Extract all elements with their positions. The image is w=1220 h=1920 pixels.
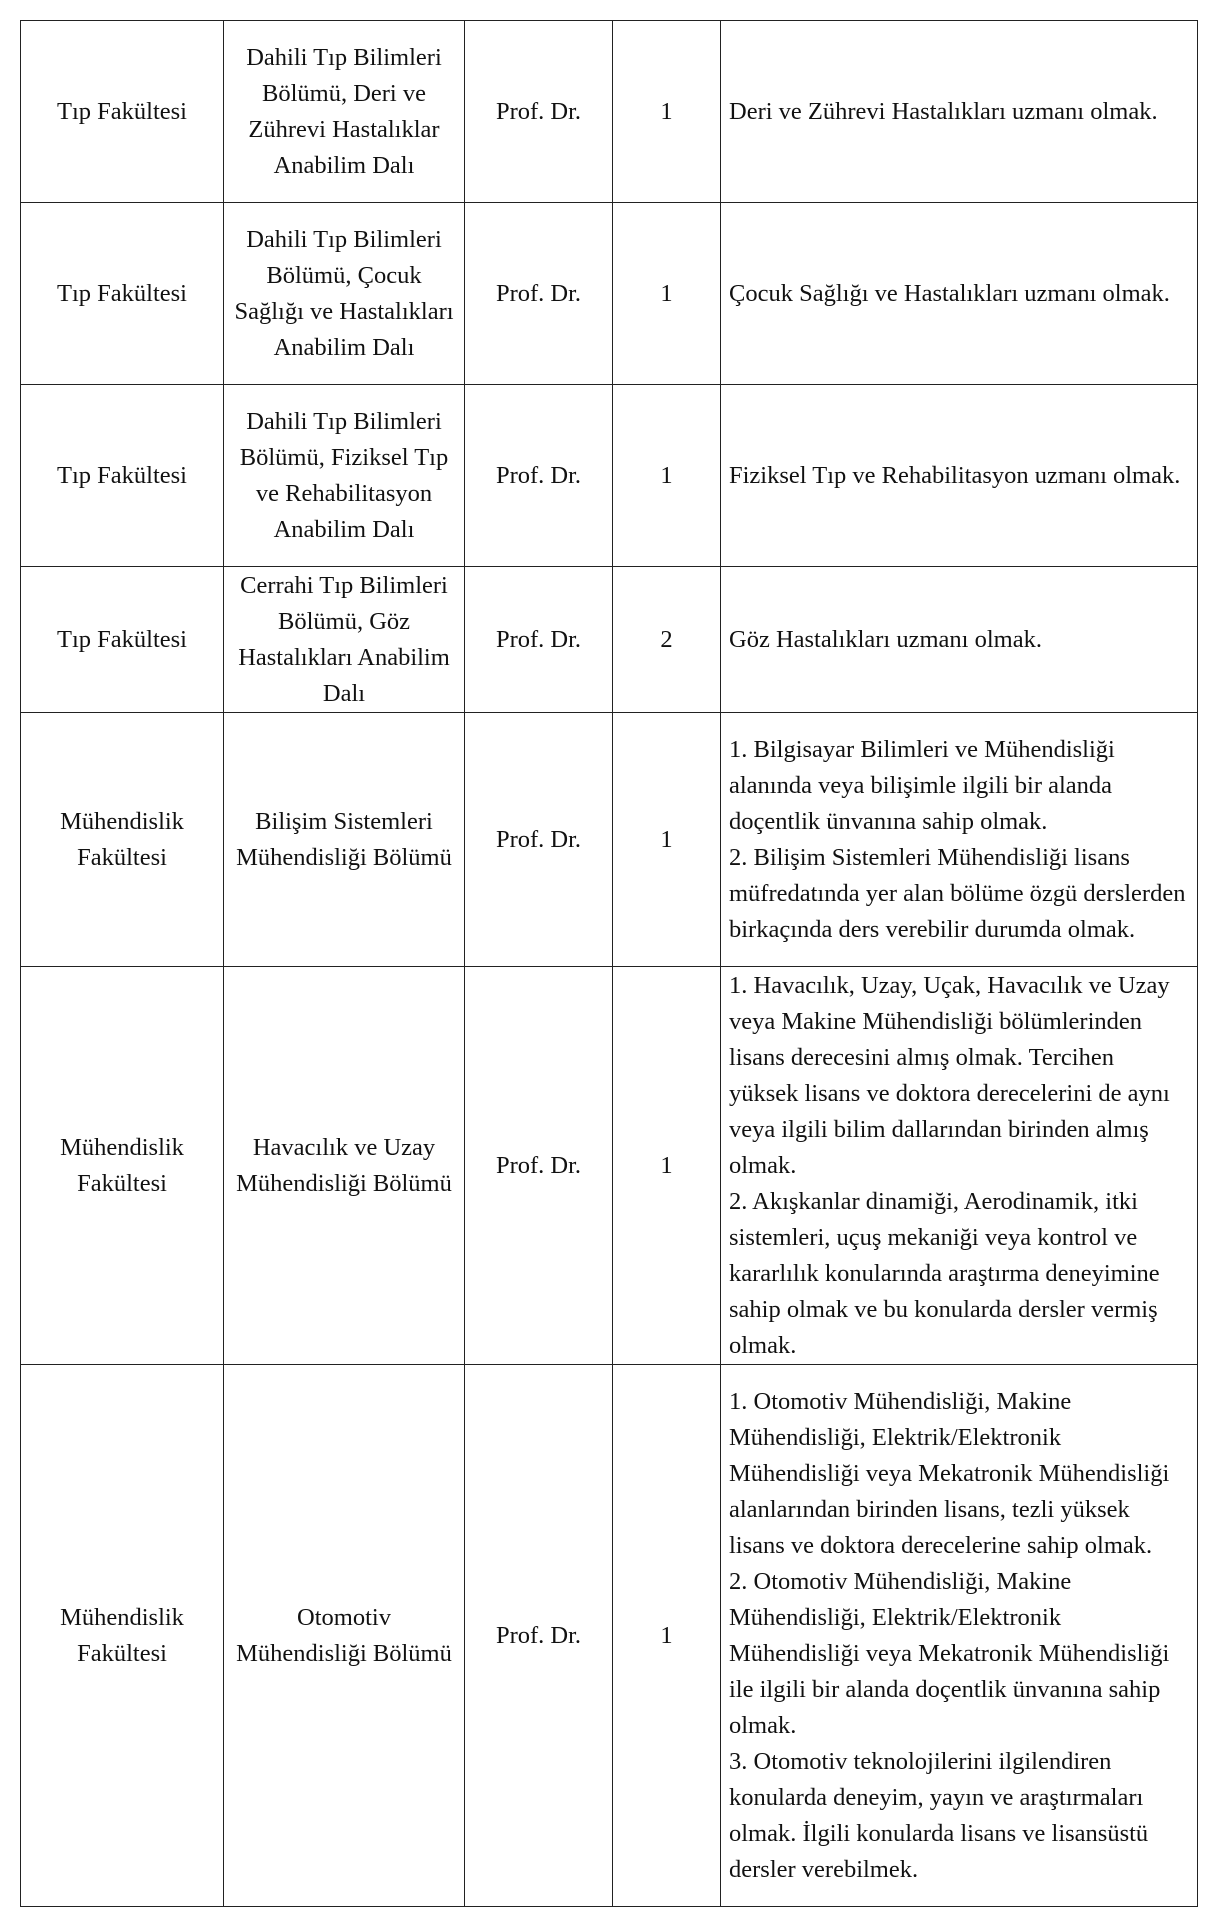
faculty-cell: Tıp Fakültesi <box>21 203 224 385</box>
requirements-cell <box>721 567 1198 713</box>
title-cell: Prof. Dr. <box>465 21 613 203</box>
table-row <box>21 713 1198 967</box>
department-cell: Dahili Tıp Bilimleri Bölümü, Deri ve Zührevi Hastalıklar Anabilim Dalı <box>224 21 465 203</box>
count-cell: 1 <box>613 21 721 203</box>
requirements-cell <box>721 967 1198 1365</box>
requirements-cell <box>721 21 1198 203</box>
count-cell: 1 <box>613 713 721 967</box>
department-cell: Otomotiv Mühendisliği Bölümü <box>224 1365 465 1907</box>
requirements-cell <box>721 385 1198 567</box>
requirements-cell <box>721 203 1198 385</box>
title-cell: Prof. Dr. <box>465 1365 613 1907</box>
department-cell: Havacılık ve Uzay Mühendisliği Bölümü <box>224 967 465 1365</box>
title-cell: Prof. Dr. <box>465 567 613 713</box>
positions-table <box>20 20 1198 1907</box>
table-row <box>21 21 1198 203</box>
faculty-cell: Tıp Fakültesi <box>21 567 224 713</box>
count-cell: 2 <box>613 567 721 713</box>
department-cell: Bilişim Sistemleri Mühendisliği Bölümü <box>224 713 465 967</box>
faculty-cell: Tıp Fakültesi <box>21 385 224 567</box>
title-cell: Prof. Dr. <box>465 203 613 385</box>
table-row <box>21 203 1198 385</box>
faculty-cell: Mühendislik Fakültesi <box>21 967 224 1365</box>
faculty-cell: Mühendislik Fakültesi <box>21 713 224 967</box>
title-cell: Prof. Dr. <box>465 713 613 967</box>
count-cell: 1 <box>613 1365 721 1907</box>
title-cell: Prof. Dr. <box>465 967 613 1365</box>
requirement-text: 2. Otomotiv Mühendisliği, Makine Mühendisliği, Elektrik/Elektronik Mühendisliği veya Mekatronik Mühendisliği ile ilgili bir alanda doçentlik ünvanına sahip olmak. <box>729 1567 1170 1739</box>
faculty-cell: Mühendislik Fakültesi <box>21 1365 224 1907</box>
table-row <box>21 1365 1198 1907</box>
requirement-text: 3. Otomotiv teknolojilerini ilgilendiren konularda deneyim, yayın ve araştırmaları olmak. İlgili konularda lisans ve lisansüstü dersler verebilmek. <box>729 1747 1149 1883</box>
department-cell: Cerrahi Tıp Bilimleri Bölümü, Göz Hastalıkları Anabilim Dalı <box>224 567 465 713</box>
table-row <box>21 567 1198 713</box>
count-cell: 1 <box>613 967 721 1365</box>
table-row <box>21 385 1198 567</box>
faculty-cell: Tıp Fakültesi <box>21 21 224 203</box>
requirement-text: 1. Otomotiv Mühendisliği, Makine Mühendisliği, Elektrik/Elektronik Mühendisliği veya Mekatronik Mühendisliği alanlarından birinden lisans, tezli yüksek lisans ve doktora derecelerine sahip olmak. <box>729 1387 1170 1559</box>
requirement-text: Çocuk Sağlığı ve Hastalıkları uzmanı olmak. <box>729 279 1170 307</box>
table-row <box>21 967 1198 1365</box>
department-cell: Dahili Tıp Bilimleri Bölümü, Çocuk Sağlığı ve Hastalıkları Anabilim Dalı <box>224 203 465 385</box>
department-cell: Dahili Tıp Bilimleri Bölümü, Fiziksel Tıp ve Rehabilitasyon Anabilim Dalı <box>224 385 465 567</box>
requirements-cell <box>721 1365 1198 1907</box>
requirements-cell <box>721 713 1198 967</box>
title-cell: Prof. Dr. <box>465 385 613 567</box>
requirement-text: 2. Bilişim Sistemleri Mühendisliği lisans müfredatında yer alan bölüme özgü derslerden birkaçında ders verebilir durumda olmak. <box>729 843 1186 943</box>
requirement-text: Fiziksel Tıp ve Rehabilitasyon uzmanı olmak. <box>729 461 1181 489</box>
count-cell: 1 <box>613 203 721 385</box>
requirement-text: Deri ve Zührevi Hastalıkları uzmanı olmak. <box>729 97 1158 125</box>
requirement-text: 1. Havacılık, Uzay, Uçak, Havacılık ve Uzay veya Makine Mühendisliği bölümlerinden lisans derecesini almış olmak. Tercihen yüksek lisans ve doktora derecelerini de aynı veya ilgili bilim dallarından birinden almış olmak. <box>729 971 1170 1179</box>
requirement-text: 2. Akışkanlar dinamiği, Aerodinamik, itki sistemleri, uçuş mekaniği veya kontrol ve kararlılık konularında araştırma deneyimine sahip olmak ve bu konularda dersler vermiş olmak. <box>729 1187 1160 1359</box>
requirement-text: 1. Bilgisayar Bilimleri ve Mühendisliği alanında veya bilişimle ilgili bir alanda doçentlik ünvanına sahip olmak. <box>729 735 1115 835</box>
requirement-text: Göz Hastalıkları uzmanı olmak. <box>729 625 1042 653</box>
count-cell: 1 <box>613 385 721 567</box>
